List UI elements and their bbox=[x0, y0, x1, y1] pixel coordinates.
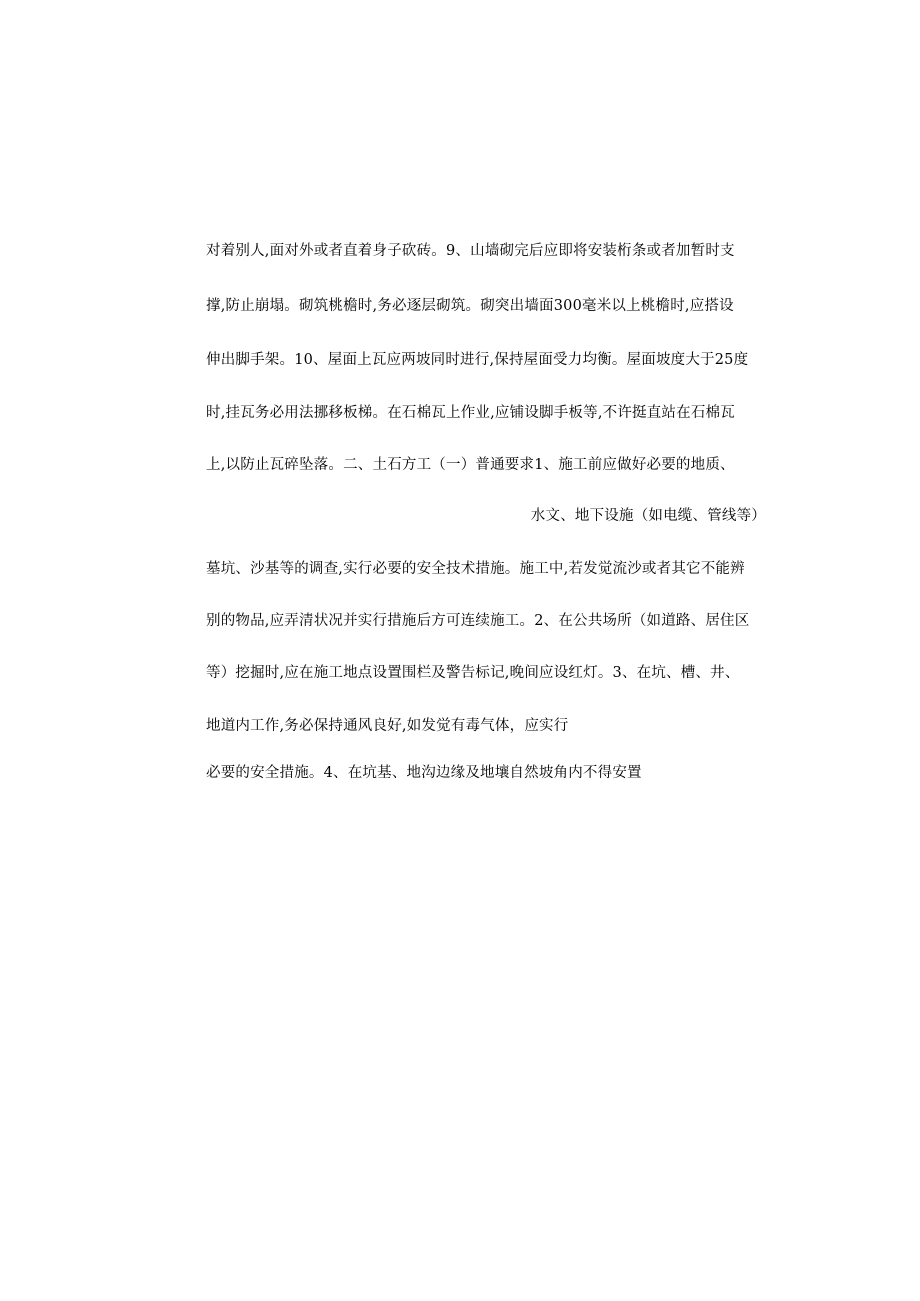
text-line: 撑,防止崩塌。砌筑桃檐时,务必逐层砌筑。砌突出墙面300毫米以上桃檐时,应搭设 bbox=[206, 298, 734, 314]
text-line: 别的物品,应弄清状况并实行措施后方可连续施工。2、在公共场所（如道路、居住区 bbox=[206, 613, 750, 629]
text-line: 上,以防止瓦碎坠落。二、土石方工（一）普通要求1、施工前应做好必要的地质、 bbox=[206, 457, 735, 473]
text-line: 必要的安全措施。4、在坑基、地沟边缘及地壤自然坡角内不得安置 bbox=[206, 765, 642, 781]
text-line: 对着别人,面对外或者直着身子砍砖。9、山墙砌完后应即将安装桁条或者加暂时支 bbox=[206, 243, 735, 259]
text-line: 时,挂瓦务必用法挪移板梯。在石棉瓦上作业,应铺设脚手板等,不许挺直站在石棉瓦 bbox=[206, 405, 735, 421]
text-line: 墓坑、沙基等的调查,实行必要的安全技术措施。施工中,若发觉流沙或者其它不能辨 bbox=[206, 561, 745, 577]
text-line: 伸出脚手架。10、屋面上瓦应两坡同时进行,保持屋面受力均衡。屋面坡度大于25度 bbox=[206, 352, 749, 368]
text-line: 地道内工作,务必保持通风良好,如发觉有毒气体，应实行 bbox=[206, 718, 569, 734]
text-line: 等）挖掘时,应在施工地点设置围栏及警告标记,晚间应设红灯。3、在坑、槽、井、 bbox=[206, 665, 740, 681]
text-line: 水文、地下设施（如电缆、管线等） bbox=[530, 508, 766, 524]
